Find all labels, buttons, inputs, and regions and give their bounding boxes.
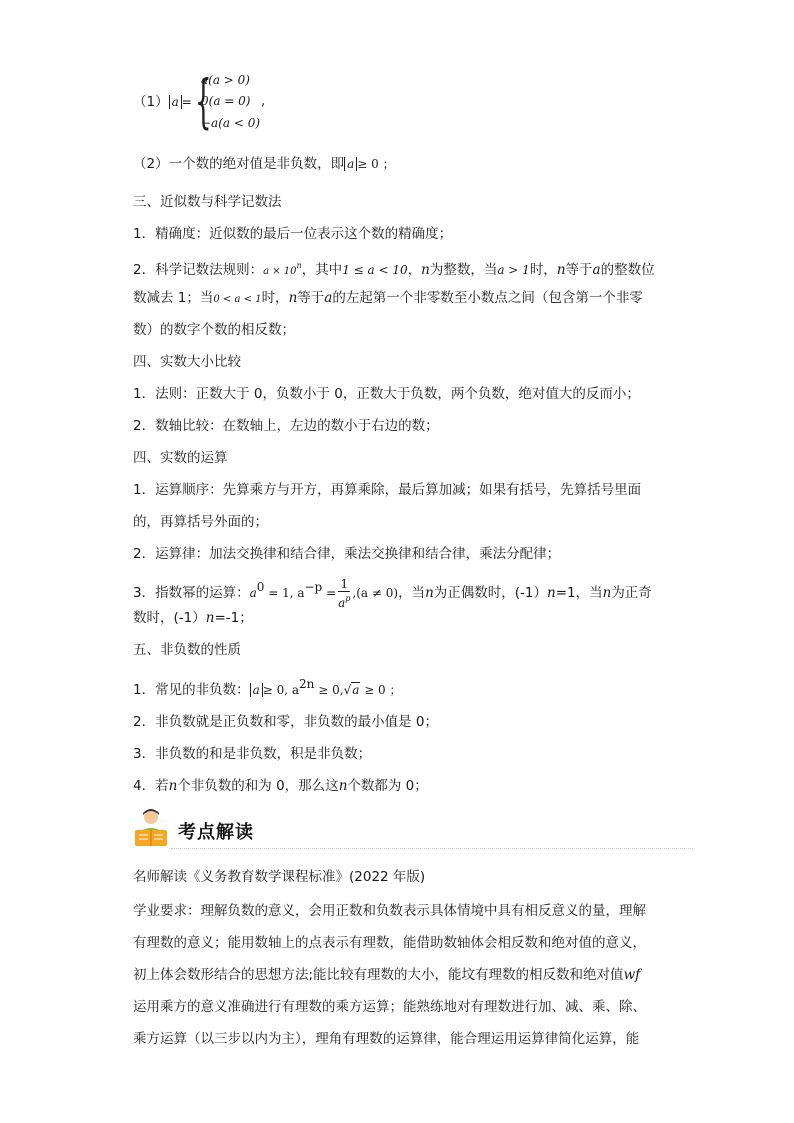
piecewise-lhs <box>133 92 192 112</box>
math: n <box>296 261 302 270</box>
text: 数时，(-1） <box>133 610 206 626</box>
text: 时， <box>261 290 289 306</box>
math: ≥ 0 ； <box>357 157 395 171</box>
math: n <box>421 262 430 278</box>
math: 1 ≤ a < 10 <box>342 263 408 277</box>
text: 初上体会数形结合的思想方法;能比较有理数的大小，能坟有理数的相反数和绝对值 <box>133 967 624 983</box>
math: a × 10 <box>263 266 297 277</box>
line-number-line: 2．数轴比较：在数轴上，左边的数小于右边的数； <box>133 418 439 434</box>
math: n <box>556 262 566 278</box>
body-intro: 名师解读《义务教育数学课程标准》(2022 年版) <box>133 869 426 885</box>
text: ， <box>407 262 422 278</box>
math: ≥ 0, <box>314 683 344 697</box>
line-sci-rule-3: 数）的数字个数的相反数； <box>133 322 295 338</box>
math: a > 1 <box>497 263 530 277</box>
line-exponent-rules <box>133 574 652 610</box>
line-order: 1．运算顺序：先算乘方与开方，再算乘除，最后算加减；如果有括号，先算括号里面 <box>133 482 642 498</box>
denominator: a <box>338 595 346 610</box>
line-nonneg-zero <box>133 776 428 796</box>
text: =1，当 <box>555 585 603 601</box>
math: n <box>425 585 434 601</box>
math: n <box>547 585 556 601</box>
text: 等于 <box>297 290 325 306</box>
body-line-1: 学业要求：理解负数的意义，会用正数和负数表示具体情境中具有相反意义的量，理解 <box>133 903 646 919</box>
math: a <box>249 586 257 600</box>
text: ，其中 <box>301 262 343 278</box>
math: ,(a ≠ 0) <box>352 586 399 600</box>
math: ≥ 0 ； <box>360 683 402 697</box>
section-divider <box>171 848 693 849</box>
case-negative: −a(a < 0) <box>201 116 261 130</box>
heading-compare: 四、实数大小比较 <box>133 354 241 370</box>
text: 为整数，当 <box>429 262 498 278</box>
text: ，当 <box>398 585 426 601</box>
fraction-one-over-ap <box>338 577 350 610</box>
abs-a: a <box>250 683 263 697</box>
math: = 1, a <box>264 586 305 600</box>
math: 0 < a < 1 <box>213 294 262 305</box>
math: n <box>168 778 178 794</box>
curly-brace-icon: { <box>195 67 212 135</box>
equals-sign: = <box>181 95 192 109</box>
math: n <box>338 778 348 794</box>
math: n <box>288 290 298 306</box>
text: 3．指数幂的运算： <box>133 585 250 601</box>
exponent: p <box>345 593 351 603</box>
math: n <box>205 610 215 626</box>
text: 4．若 <box>133 778 169 794</box>
section-title: 考点解读 <box>178 822 254 843</box>
line-sci-rule <box>133 256 655 282</box>
text: 1．常见的非负数： <box>133 682 250 698</box>
section-header <box>133 806 693 856</box>
math: = <box>322 586 337 600</box>
text: 为正奇 <box>611 585 652 601</box>
piecewise-comma: , <box>261 94 266 109</box>
line-sci-rule-2 <box>133 288 643 310</box>
body-line-2: 有理数的意义；能用数轴上的点表示有理数，能借助数轴体会相反数和绝对值的意义， <box>133 935 646 951</box>
heading-nonneg: 五、非负数的性质 <box>133 642 241 658</box>
text: 的整数位 <box>600 262 655 278</box>
math: a <box>592 262 601 278</box>
item-label: （1） <box>133 94 169 110</box>
line-abs-nonneg <box>133 154 395 174</box>
line-compare-rule: 1．法则：正数大于 0，负数小于 0，正数大于负数，两个负数，绝对值大的反而小； <box>133 386 640 402</box>
reading-student-icon <box>133 806 169 850</box>
case-positive: a(a > 0) <box>201 73 250 87</box>
text: （2）一个数的绝对值是非负数，即 <box>133 156 345 172</box>
sqrt-a: √a <box>343 683 360 697</box>
radicand: a <box>352 683 360 697</box>
line-laws: 2．运算律：加法交换律和结合律，乘法交换律和结合律，乘法分配律； <box>133 546 561 562</box>
heading-operations: 四、实数的运算 <box>133 450 228 466</box>
abs-a: a <box>169 95 182 109</box>
text: 的左起第一个非零数至小数点之间（包含第一个非零 <box>332 290 643 306</box>
body-line-5: 乘方运算（以三步以内为主），理角有理数的运算律，能合理运用运算律简化运算，能 <box>133 1031 640 1047</box>
line-order-2: 的，再算括号外面的； <box>133 514 268 530</box>
line-precision: 1．精确度：近似数的最后一位表示这个数的精确度； <box>133 226 453 242</box>
abs-a: a <box>344 157 357 171</box>
text: 为正偶数时，(-1） <box>433 585 547 601</box>
body-line-3 <box>133 963 640 987</box>
text: 时， <box>529 262 557 278</box>
line-nonneg-sum: 3．非负数的和是非负数，积是非负数； <box>133 746 372 762</box>
math: 0 <box>256 580 265 594</box>
math: a <box>324 290 333 306</box>
text: 等于 <box>565 262 593 278</box>
body-line-4: 运用乘方的意义准确进行有理数的乘方运算；能熟练地对有理数进行加、减、乘、除、 <box>133 999 646 1015</box>
text: 2．科学记数法规则： <box>133 262 264 278</box>
case-zero: 0(a = 0) <box>201 94 251 108</box>
text: 个非负数的和为 0，那么这 <box>177 778 339 794</box>
text: 个数都为 0； <box>347 778 428 794</box>
math: −p <box>304 580 323 594</box>
text: =-1； <box>214 610 253 626</box>
heading-approx-sci: 三、近似数与科学记数法 <box>133 194 282 210</box>
line-exponent-rules-2 <box>133 608 253 628</box>
numerator: 1 <box>338 577 350 592</box>
line-common-nonneg <box>133 674 402 700</box>
math: ≥ 0, a <box>262 683 300 697</box>
line-nonneg-def: 2．非负数就是正负数和零，非负数的最小值是 0； <box>133 714 438 730</box>
text: 数减去 1；当 <box>133 290 214 306</box>
text: wf <box>623 967 641 983</box>
math: 2n <box>299 677 315 691</box>
math: n <box>602 585 612 601</box>
